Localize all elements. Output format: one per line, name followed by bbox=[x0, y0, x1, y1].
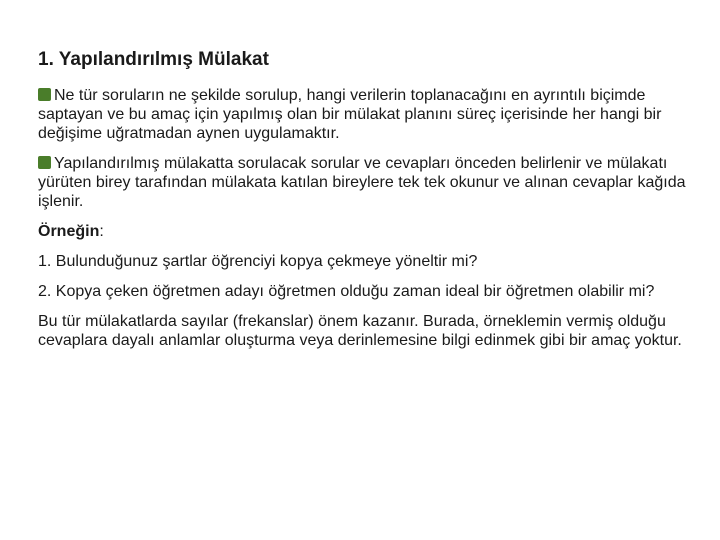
bullet-text-2: Yapılandırılmış mülakatta sorulacak sorular ve cevapları önceden belirlenir ve mülakatı yürüten birey tarafından mülakata katılan bireylere tek tek okunur ve alınan cevaplar kağıda işlenir. bbox=[38, 155, 686, 210]
slide-title: 1. Yapılandırılmış Mülakat bbox=[38, 49, 269, 70]
bullet-text-1: Ne tür soruların ne şekilde sorulup, hangi verilerin toplanacağını en ayrıntılı biçimde saptayan ve bu amaç için yapılmış olan bir mülakat planını süreç içerisinde her hangi bir değişime uğratmadan aynen uygulamaktır. bbox=[38, 87, 662, 142]
example-question-1: 1. Bulunduğunuz şartlar öğrenciyi kopya çekmeye yöneltir mi? bbox=[38, 253, 478, 270]
closing-paragraph: Bu tür mülakatlarda sayılar (frekanslar) önem kazanır. Burada, örneklemin vermiş olduğu cevaplara dayalı anlamlar oluşturma veya derinlemesine bilgi edinmek gibi bir amaç yoktur. bbox=[38, 313, 682, 349]
bullet-paragraph-1 bbox=[38, 86, 690, 143]
example-heading bbox=[38, 222, 690, 241]
square-bullet-icon bbox=[38, 88, 51, 101]
square-bullet-icon bbox=[38, 156, 51, 169]
example-label: Örneğin bbox=[38, 223, 100, 240]
example-colon: : bbox=[99, 223, 104, 240]
example-question-2: 2. Kopya çeken öğretmen adayı öğretmen olduğu zaman ideal bir öğretmen olabilir mi? bbox=[38, 283, 655, 300]
bullet-paragraph-2 bbox=[38, 154, 690, 211]
